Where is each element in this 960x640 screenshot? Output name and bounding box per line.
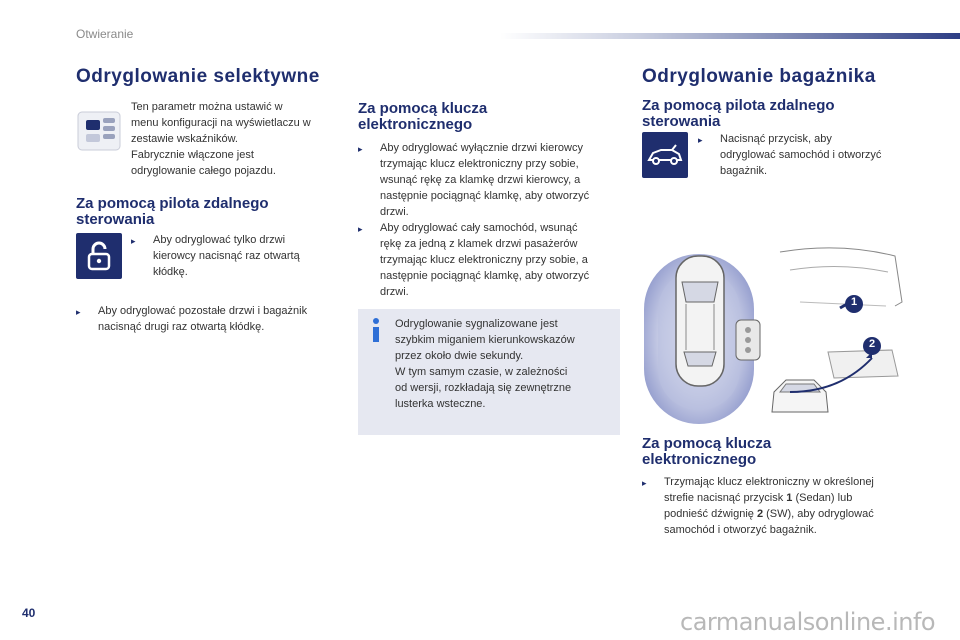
info-text: Odryglowanie sygnalizowane jest szybkim miganiem kierunkowskazów przez około dwie sekundy. W tym samym czasie, w zależności od wersji, rozkładają się zewnętrzne lusterka wsteczne. [395, 318, 575, 410]
bullet-arrow-icon: ▸ [76, 307, 81, 317]
trunk-remote-heading: Za pomocą pilota zdalnego sterowania [642, 97, 835, 130]
remote-heading: Za pomocą pilota zdalnego sterowania [76, 195, 269, 228]
intro-text: Ten parametr można ustawić w menu konfiguracji na wyświetlaczu w zestawie wskaźników. Fabrycznie włączone jest odryglowanie całego pojazdu. [131, 101, 311, 177]
car-trunk-icon [642, 132, 688, 178]
watermark: carmanualsonline.info [680, 608, 936, 636]
callout-1: 1 [850, 296, 858, 308]
trunk-illustration [640, 242, 905, 427]
trunk-key-heading: Za pomocą klucza elektronicznego [642, 435, 772, 468]
header-bar [500, 33, 960, 39]
open-padlock-icon [76, 233, 122, 279]
bullet-arrow-icon: ▸ [358, 144, 363, 154]
trunk-key-bullet: ▸ Trzymając klucz elektroniczny w określonej strefie nacisnąć przycisk 1 (Sedan) lub podnieść dźwignię 2 (SW), aby odryglować samochód i otworzyć bagażnik. [642, 476, 874, 536]
key-bullet-1: ▸ Aby odryglować wyłącznie drzwi kierowcy trzymając klucz elektroniczny przy sobie, wsunąć rękę za klamkę drzwi kierowcy, a następnie pociągnąć klamkę, aby otworzyć drzwi. [358, 142, 590, 218]
page-number: 40 [22, 606, 36, 620]
bullet-arrow-icon: ▸ [131, 236, 136, 246]
page-title: Odryglowanie selektywne [76, 66, 320, 87]
key-bullet-2: ▸ Aby odryglować cały samochód, wsunąć rękę za jedną z klamek drzwi pasażerów trzymając klucz elektroniczny przy sobie, a następnie pociągnąć klamkę, aby otworzyć drzwi. [358, 222, 590, 298]
remote-bullet-2: ▸ Aby odryglować pozostałe drzwi i bagażnik nacisnąć drugi raz otwartą kłódkę. [76, 305, 308, 333]
info-box [358, 309, 620, 435]
section-title: Otwieranie [76, 27, 134, 41]
trunk-remote-bullet: ▸ Nacisnąć przycisk, aby odryglować samochód i otworzyć bagażnik. [698, 133, 882, 177]
info-icon [368, 317, 384, 343]
remote-bullet: ▸ Aby odryglować tylko drzwi kierowcy nacisnąć raz otwartą kłódkę. [131, 234, 300, 278]
bullet-arrow-icon: ▸ [358, 224, 363, 234]
callout-2: 2 [868, 338, 876, 350]
bullet-arrow-icon: ▸ [642, 478, 647, 488]
bullet-arrow-icon: ▸ [698, 135, 703, 145]
trunk-title: Odryglowanie bagażnika [642, 66, 876, 87]
key-heading: Za pomocą klucza elektronicznego [358, 100, 488, 133]
dashboard-menu-icon [76, 108, 122, 154]
